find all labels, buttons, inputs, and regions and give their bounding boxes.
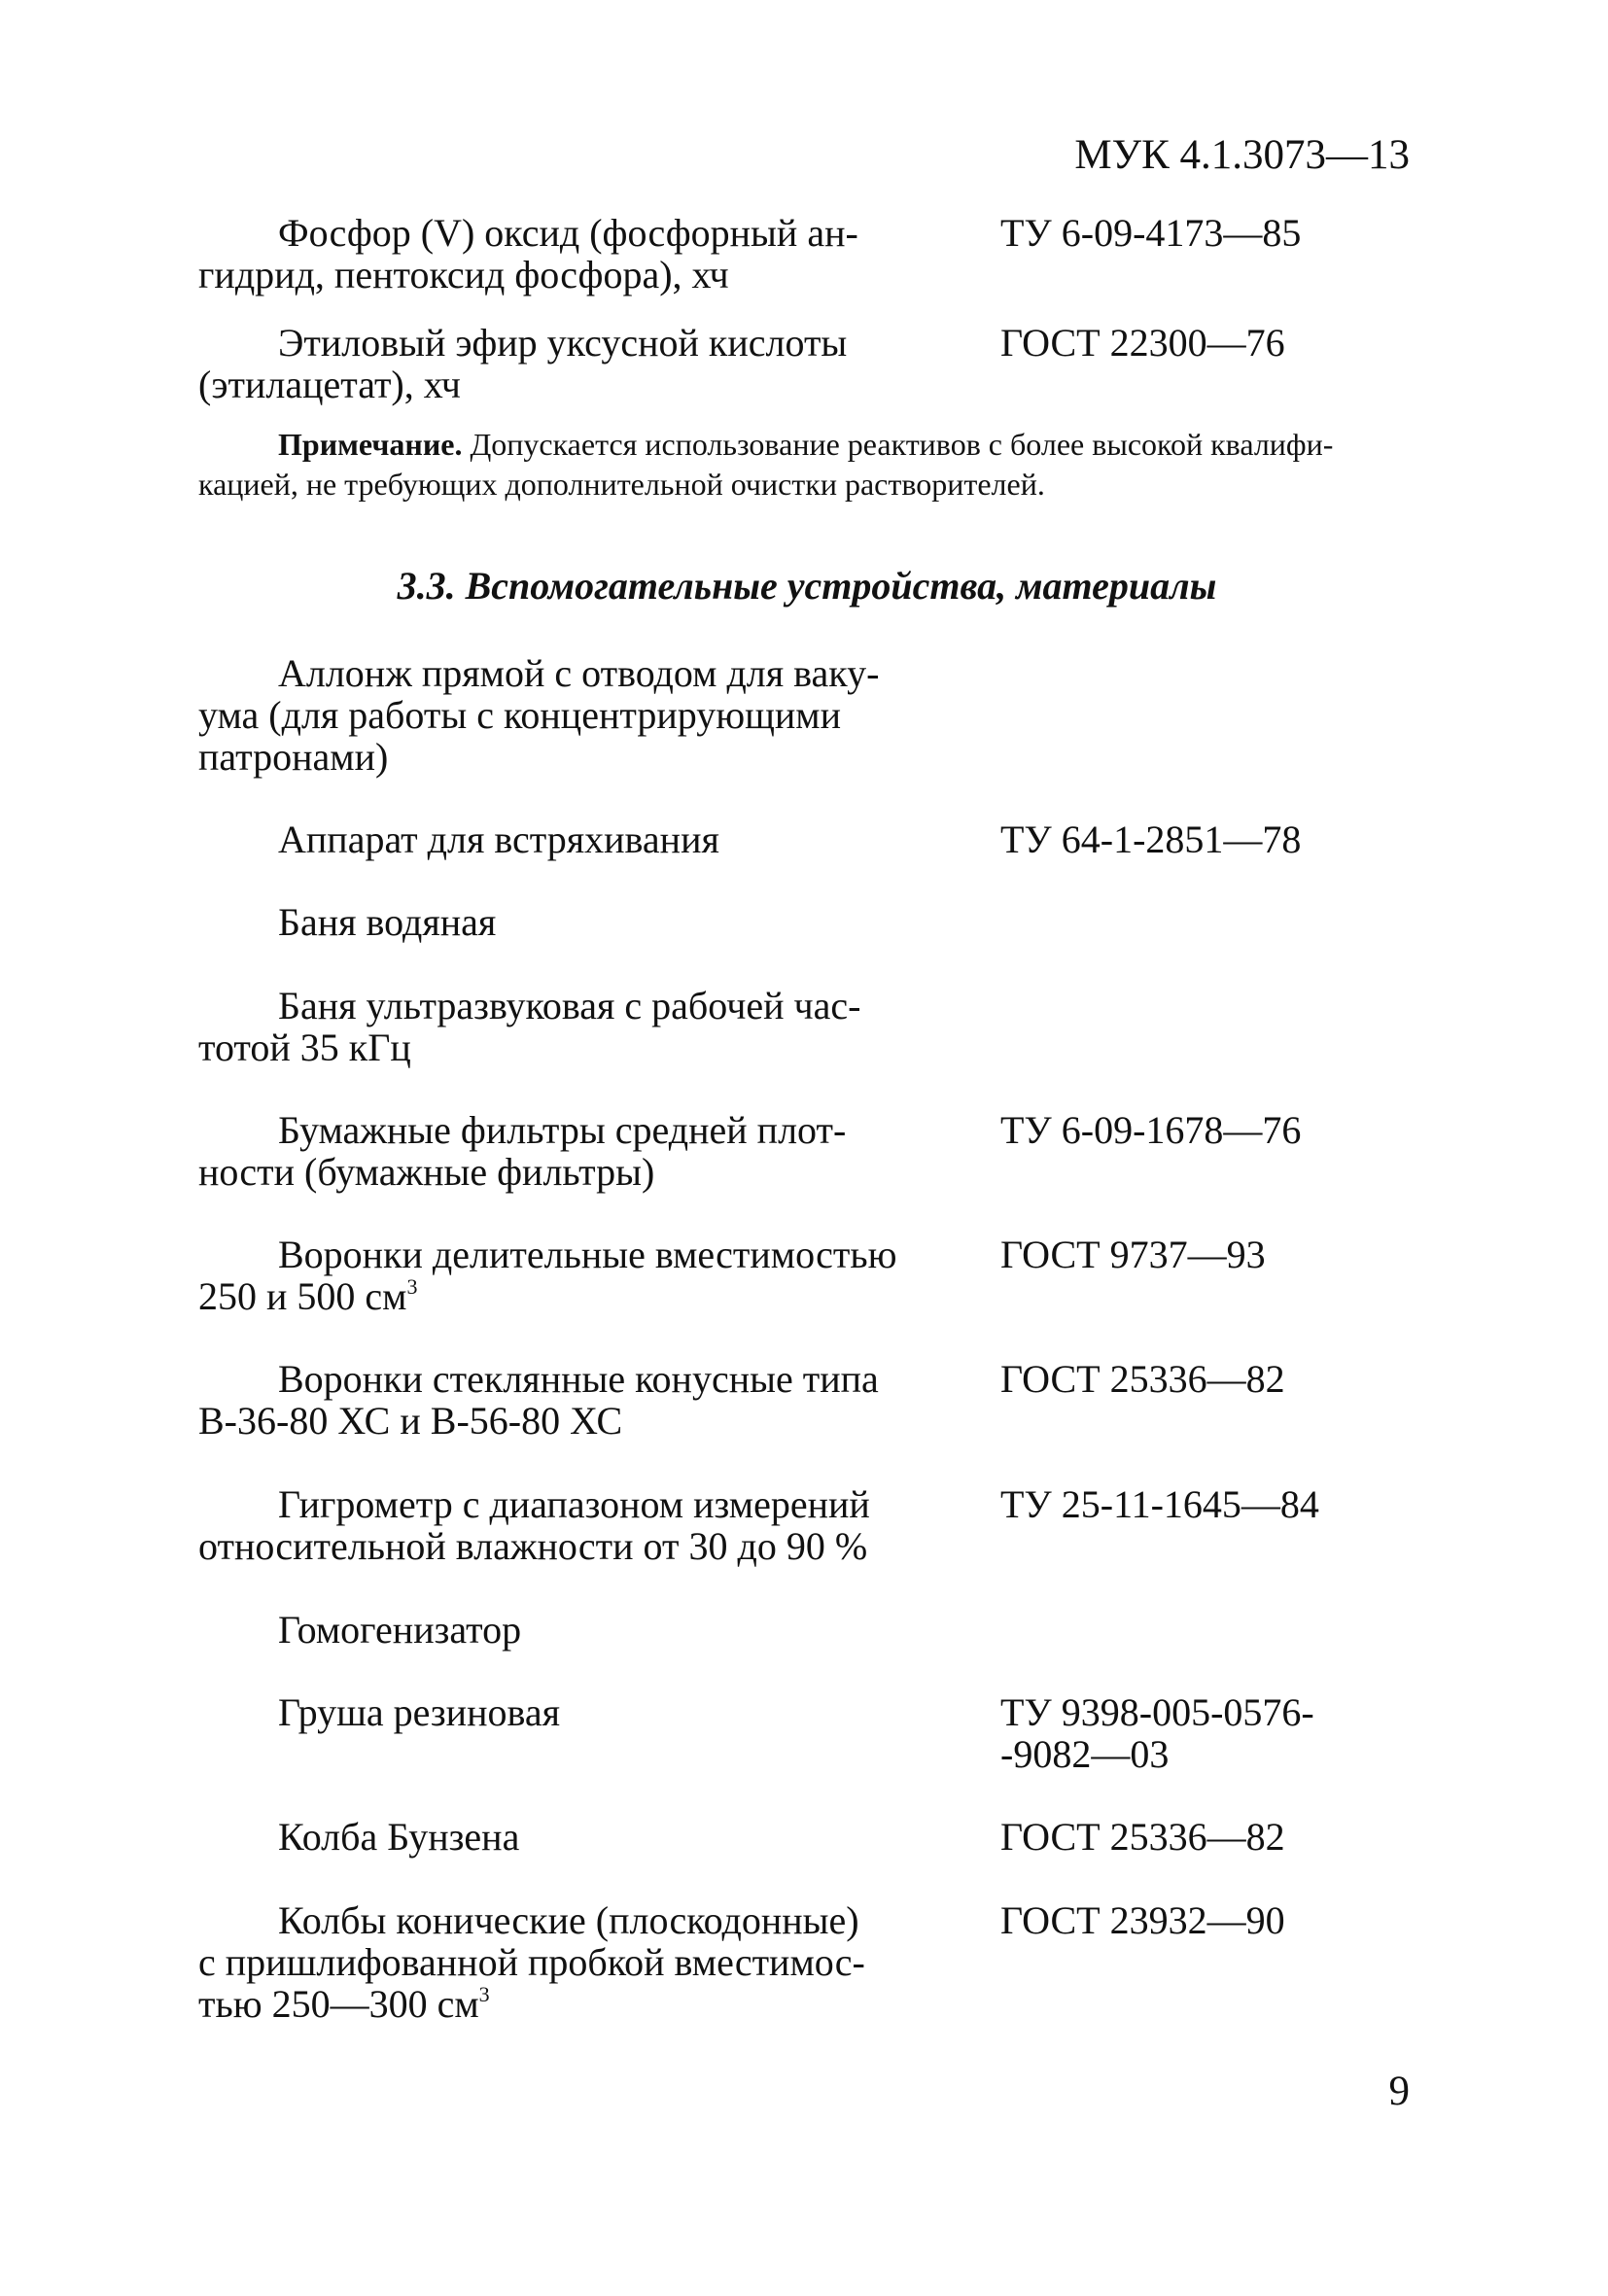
equipment-name: Бумажные фильтры средней плот- ности (бумажные фильтры) [198,1108,847,1194]
equipment-standard: ТУ 25-11-1645—84 [1000,1482,1319,1526]
superscript-exponent: 3 [406,1274,418,1299]
equipment-name: Баня ультразвуковая с рабочей час- тотой 35 кГц [198,984,861,1069]
equipment-name [198,1899,955,2025]
equipment-name: Гигрометр с диапазоном измерений относительной влажности от 30 до 90 % [198,1482,870,1568]
equipment-entry [198,1899,1414,2025]
reagent-entry [198,322,1414,405]
equipment-entry [198,1690,1414,1776]
equipment-standard: ГОСТ 25336—82 [1000,1815,1285,1859]
equipment-name: Колба Бунзена [278,1815,520,1859]
equipment-standard: ТУ 64-1-2851—78 [1000,818,1302,861]
equipment-entry [198,901,1414,943]
equipment-name: Воронки стеклянные конусные типа В-36-80 ХС и В-56-80 ХС [198,1357,879,1443]
section-heading: 3.3. Вспомогательные устройства, материалы [397,564,1217,608]
equipment-standard: ТУ 9398-005-0576- -9082—03 [1000,1690,1314,1776]
equipment-name-text: Воронки делительные вместимостью 250 и 500 см [198,1233,897,1318]
equipment-entry [198,1816,1414,1858]
equipment-name [198,1234,955,1317]
equipment-standard: ГОСТ 9737—93 [1000,1233,1266,1276]
reagent-standard: ТУ 6-09-4173—85 [1000,211,1302,255]
equipment-entry [198,1234,1414,1317]
reagent-name: Этиловый эфир уксусной кислоты (этилацетат), хч [198,321,848,406]
equipment-name: Аллонж прямой с отводом для ваку- ума (для работы с концентрирующими патронами) [198,651,880,779]
reagent-entry [198,212,1414,296]
equipment-name: Баня водяная [278,900,497,944]
equipment-name-text: Колбы конические (плоскодонные) с пришлифованной пробкой вместимос- тью 250—300 см [198,1898,865,2026]
equipment-entry [198,818,1414,860]
equipment-standard: ТУ 6-09-1678—76 [1000,1108,1302,1152]
equipment-standard: ГОСТ 23932—90 [1000,1898,1285,1942]
equipment-name: Аппарат для встряхивания [278,818,719,861]
reagent-name: Фосфор (V) оксид (фосфорный ан- гидрид, пентоксид фосфора), хч [198,211,858,296]
equipment-entry [198,1358,1414,1442]
equipment-entry [198,1109,1414,1193]
note-text: Допускается использование реактивов с более высокой квалифи- кацией, не требующих дополнительной очистки растворителей. [198,427,1334,502]
note-label: Примечание. [278,427,463,462]
document-code-header: МУК 4.1.3073—13 [1074,132,1410,178]
equipment-entry [198,985,1414,1068]
equipment-entry [198,1483,1414,1567]
page-number: 9 [1388,2069,1410,2114]
note-paragraph [198,425,1416,504]
superscript-exponent: 3 [478,1982,490,2006]
equipment-standard: ГОСТ 25336—82 [1000,1357,1285,1401]
reagent-standard: ГОСТ 22300—76 [1000,321,1285,365]
equipment-name: Гомогенизатор [278,1608,522,1652]
equipment-entry [198,652,1414,778]
equipment-name: Груша резиновая [278,1690,560,1734]
equipment-entry [198,1609,1414,1651]
